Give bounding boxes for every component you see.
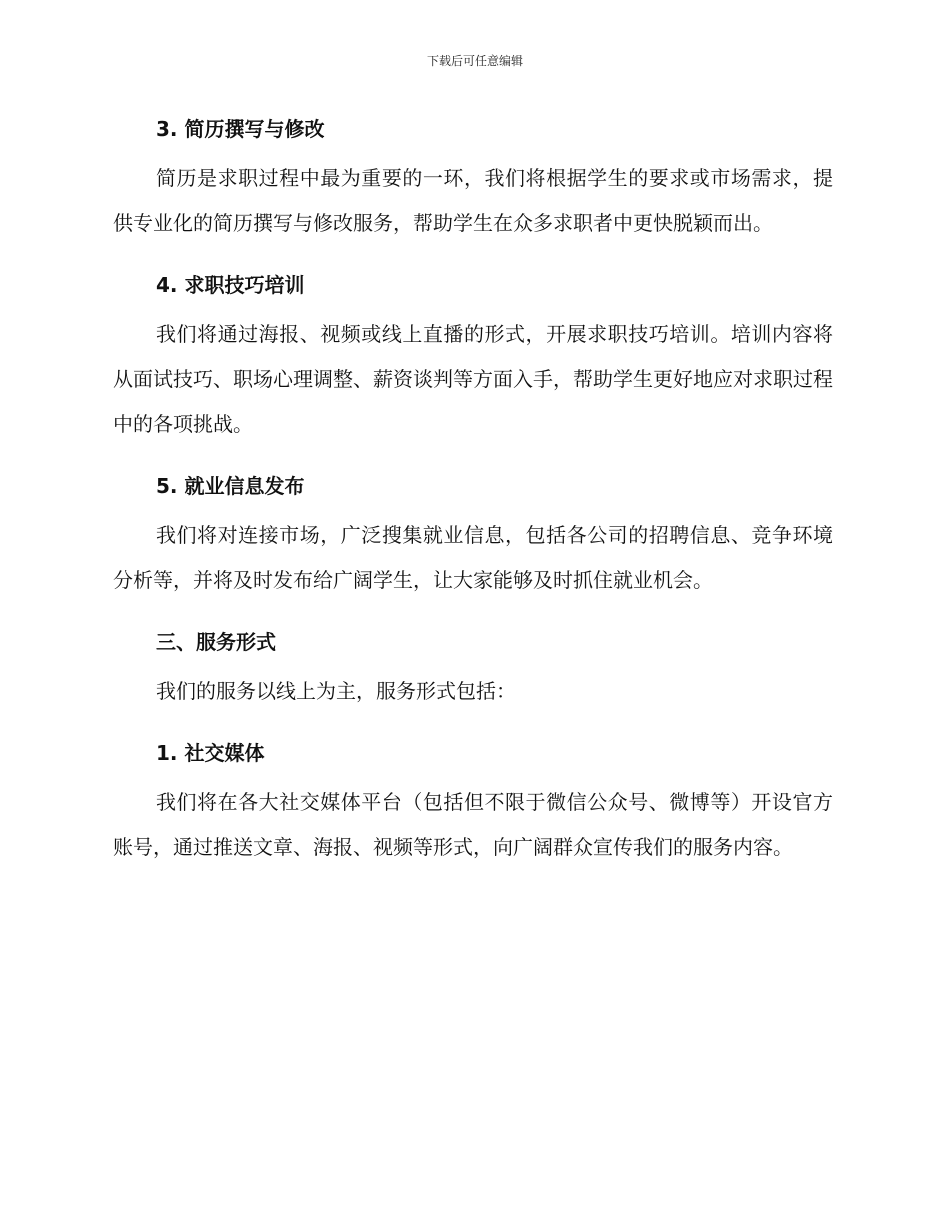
paragraph-skills-training: 我们将通过海报、视频或线上直播的形式，开展求职技巧培训。培训内容将从面试技巧、职场心理调整、薪资谈判等方面入手，帮助学生更好地应对求职过程中的各项挑战。: [113, 322, 833, 436]
paragraph-job-info: 我们将对连接市场，广泛搜集就业信息，包括各公司的招聘信息、竞争环境分析等，并将及时发布给广阔学生，让大家能够及时抓住就业机会。: [113, 523, 833, 592]
paragraph-resume: 简历是求职过程中最为重要的一环，我们将根据学生的要求或市场需求，提供专业化的简历撰写与修改服务，帮助学生在众多求职者中更快脱颖而出。: [113, 166, 833, 235]
section-heading-job-info: 5. 就业信息发布: [156, 474, 305, 498]
section-heading-social-media: 1. 社交媒体: [156, 741, 265, 765]
section-heading-service-form: 三、服务形式: [156, 630, 276, 654]
section-heading-resume: 3. 简历撰写与修改: [156, 117, 325, 141]
document-body: [113, 112, 833, 870]
section-heading-skills-training: 4. 求职技巧培训: [156, 273, 305, 297]
paragraph-social-media: 我们将在各大社交媒体平台（包括但不限于微信公众号、微博等）开设官方账号，通过推送文章、海报、视频等形式，向广阔群众宣传我们的服务内容。: [113, 790, 833, 859]
header-note: 下载后可任意编辑: [426, 54, 523, 68]
paragraph-service-form: 我们的服务以线上为主，服务形式包括：: [156, 679, 516, 703]
